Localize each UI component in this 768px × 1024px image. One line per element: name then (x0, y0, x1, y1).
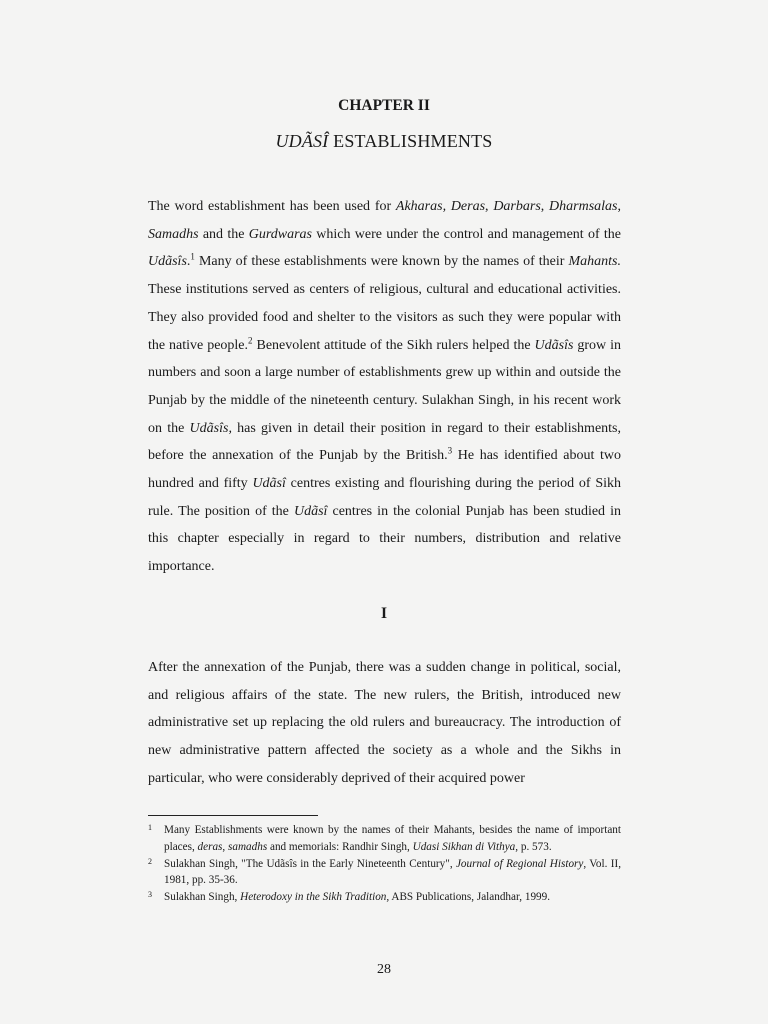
footnote-ref: 2 (248, 334, 253, 345)
text-run: Benevolent attitude of the Sikh rulers helped the (252, 337, 535, 353)
italic-term: Akharas, Deras (395, 199, 486, 214)
italic-term: samadhs (228, 840, 268, 853)
text-run: which were under the control and management of the (311, 226, 621, 242)
italic-term: Mahants. (568, 254, 621, 270)
italic-term: Udãsîs (148, 254, 187, 270)
italic-term: Udãsîs (534, 337, 574, 353)
text-run: ABS Publications, Jalandhar, 1999. (389, 891, 551, 904)
text-run: The word establishment has been used for (148, 199, 396, 214)
italic-term: Udãsî (293, 503, 328, 519)
footnote-text (164, 889, 621, 906)
footnote-text (164, 822, 621, 856)
text-run: , Vol. II, 1981, pp. 35-36. (164, 857, 621, 887)
italic-title: Udasi Sikhan di Vithya, (412, 840, 519, 853)
chapter-label: CHAPTER II (338, 97, 430, 114)
footnote-number: 2 (148, 856, 152, 866)
text-run: has given in detail their position in regard to their establishments, before the annexation of the Punjab by the British. (148, 420, 621, 464)
text-run: Sulakhan Singh, "The Udãsîs in the Early Nineteenth Century", (164, 857, 456, 870)
text-run: centres existing and flourishing during the period of Sikh rule. The position of the (148, 476, 621, 519)
italic-term: Darbars (493, 199, 541, 214)
page-number: 28 (377, 962, 391, 977)
text-run: p. 573. (518, 840, 552, 853)
text-run: , (540, 199, 550, 214)
italic-term: Udãsîs, (189, 420, 232, 436)
footnote-ref: 3 (447, 445, 453, 456)
text-run: Many of these establishments were known by the names of their (194, 254, 569, 270)
text-run: These institutions served as centers of religious, cultural and educational activities. They also provided food and shelter to the visitors as such they were popular with the native people. (148, 282, 621, 353)
text-run: Sulakhan Singh, (164, 891, 241, 904)
text-run: and the (198, 226, 249, 242)
text-run: and memorials: Randhir Singh, (267, 840, 413, 853)
footnotes (148, 822, 621, 906)
italic-term: Dharmsalas (549, 199, 618, 214)
footnote-2 (148, 856, 621, 890)
italic-title: Journal of Regional History (455, 857, 584, 870)
italic-term: Samadhs (148, 226, 199, 242)
italic-title: Heterodoxy in the Sikh Tradition, (240, 891, 390, 904)
footnote-ref: 1 (190, 251, 195, 262)
chapter-title-rest: ESTABLISHMENTS (328, 131, 493, 151)
text-run: , (617, 199, 622, 214)
italic-term: Gurdwaras (248, 226, 312, 242)
italic-term: Udãsî (252, 476, 286, 492)
text-run: . (186, 254, 191, 270)
section-heading: I (380, 605, 388, 622)
text-run: grow in numbers and soon a large number of establishments grew up within and outside the Punjab by the middle of the nineteenth century. Sulakhan Singh, in his recent work on the (148, 337, 621, 436)
text-run: Many Establishments were known by the names of their Mahants, besides the name of important places, (164, 824, 621, 853)
text-run: , (485, 199, 494, 214)
footnote-3 (148, 889, 621, 906)
body-paragraph-1 (148, 193, 621, 581)
text-run: , (222, 840, 229, 853)
footnote-1 (148, 822, 621, 856)
italic-term: deras (197, 840, 223, 853)
footnote-divider (148, 815, 318, 816)
footnote-number: 3 (148, 890, 152, 900)
footnote-text (164, 856, 621, 890)
text-run: He has identified about two hundred and fifty (148, 448, 621, 492)
footnote-number: 1 (148, 823, 152, 832)
text-run: centres in the colonial Punjab has been studied in this chapter especially in regard to their numbers, distribution and relative importance. (148, 503, 621, 575)
body-paragraph-2: After the annexation of the Punjab, there was a sudden change in political, social, and religious affairs of the state. The new rulers, the British, introduced new administrative set up replacing the old rulers and bureaucracy. The introduction of new administrative pattern affected the society as a whole and the Sikhs in particular, who were considerably deprived of their acquired power (148, 660, 621, 786)
chapter-title-italic: UDÃSÎ (275, 131, 329, 151)
chapter-title (0, 131, 768, 152)
